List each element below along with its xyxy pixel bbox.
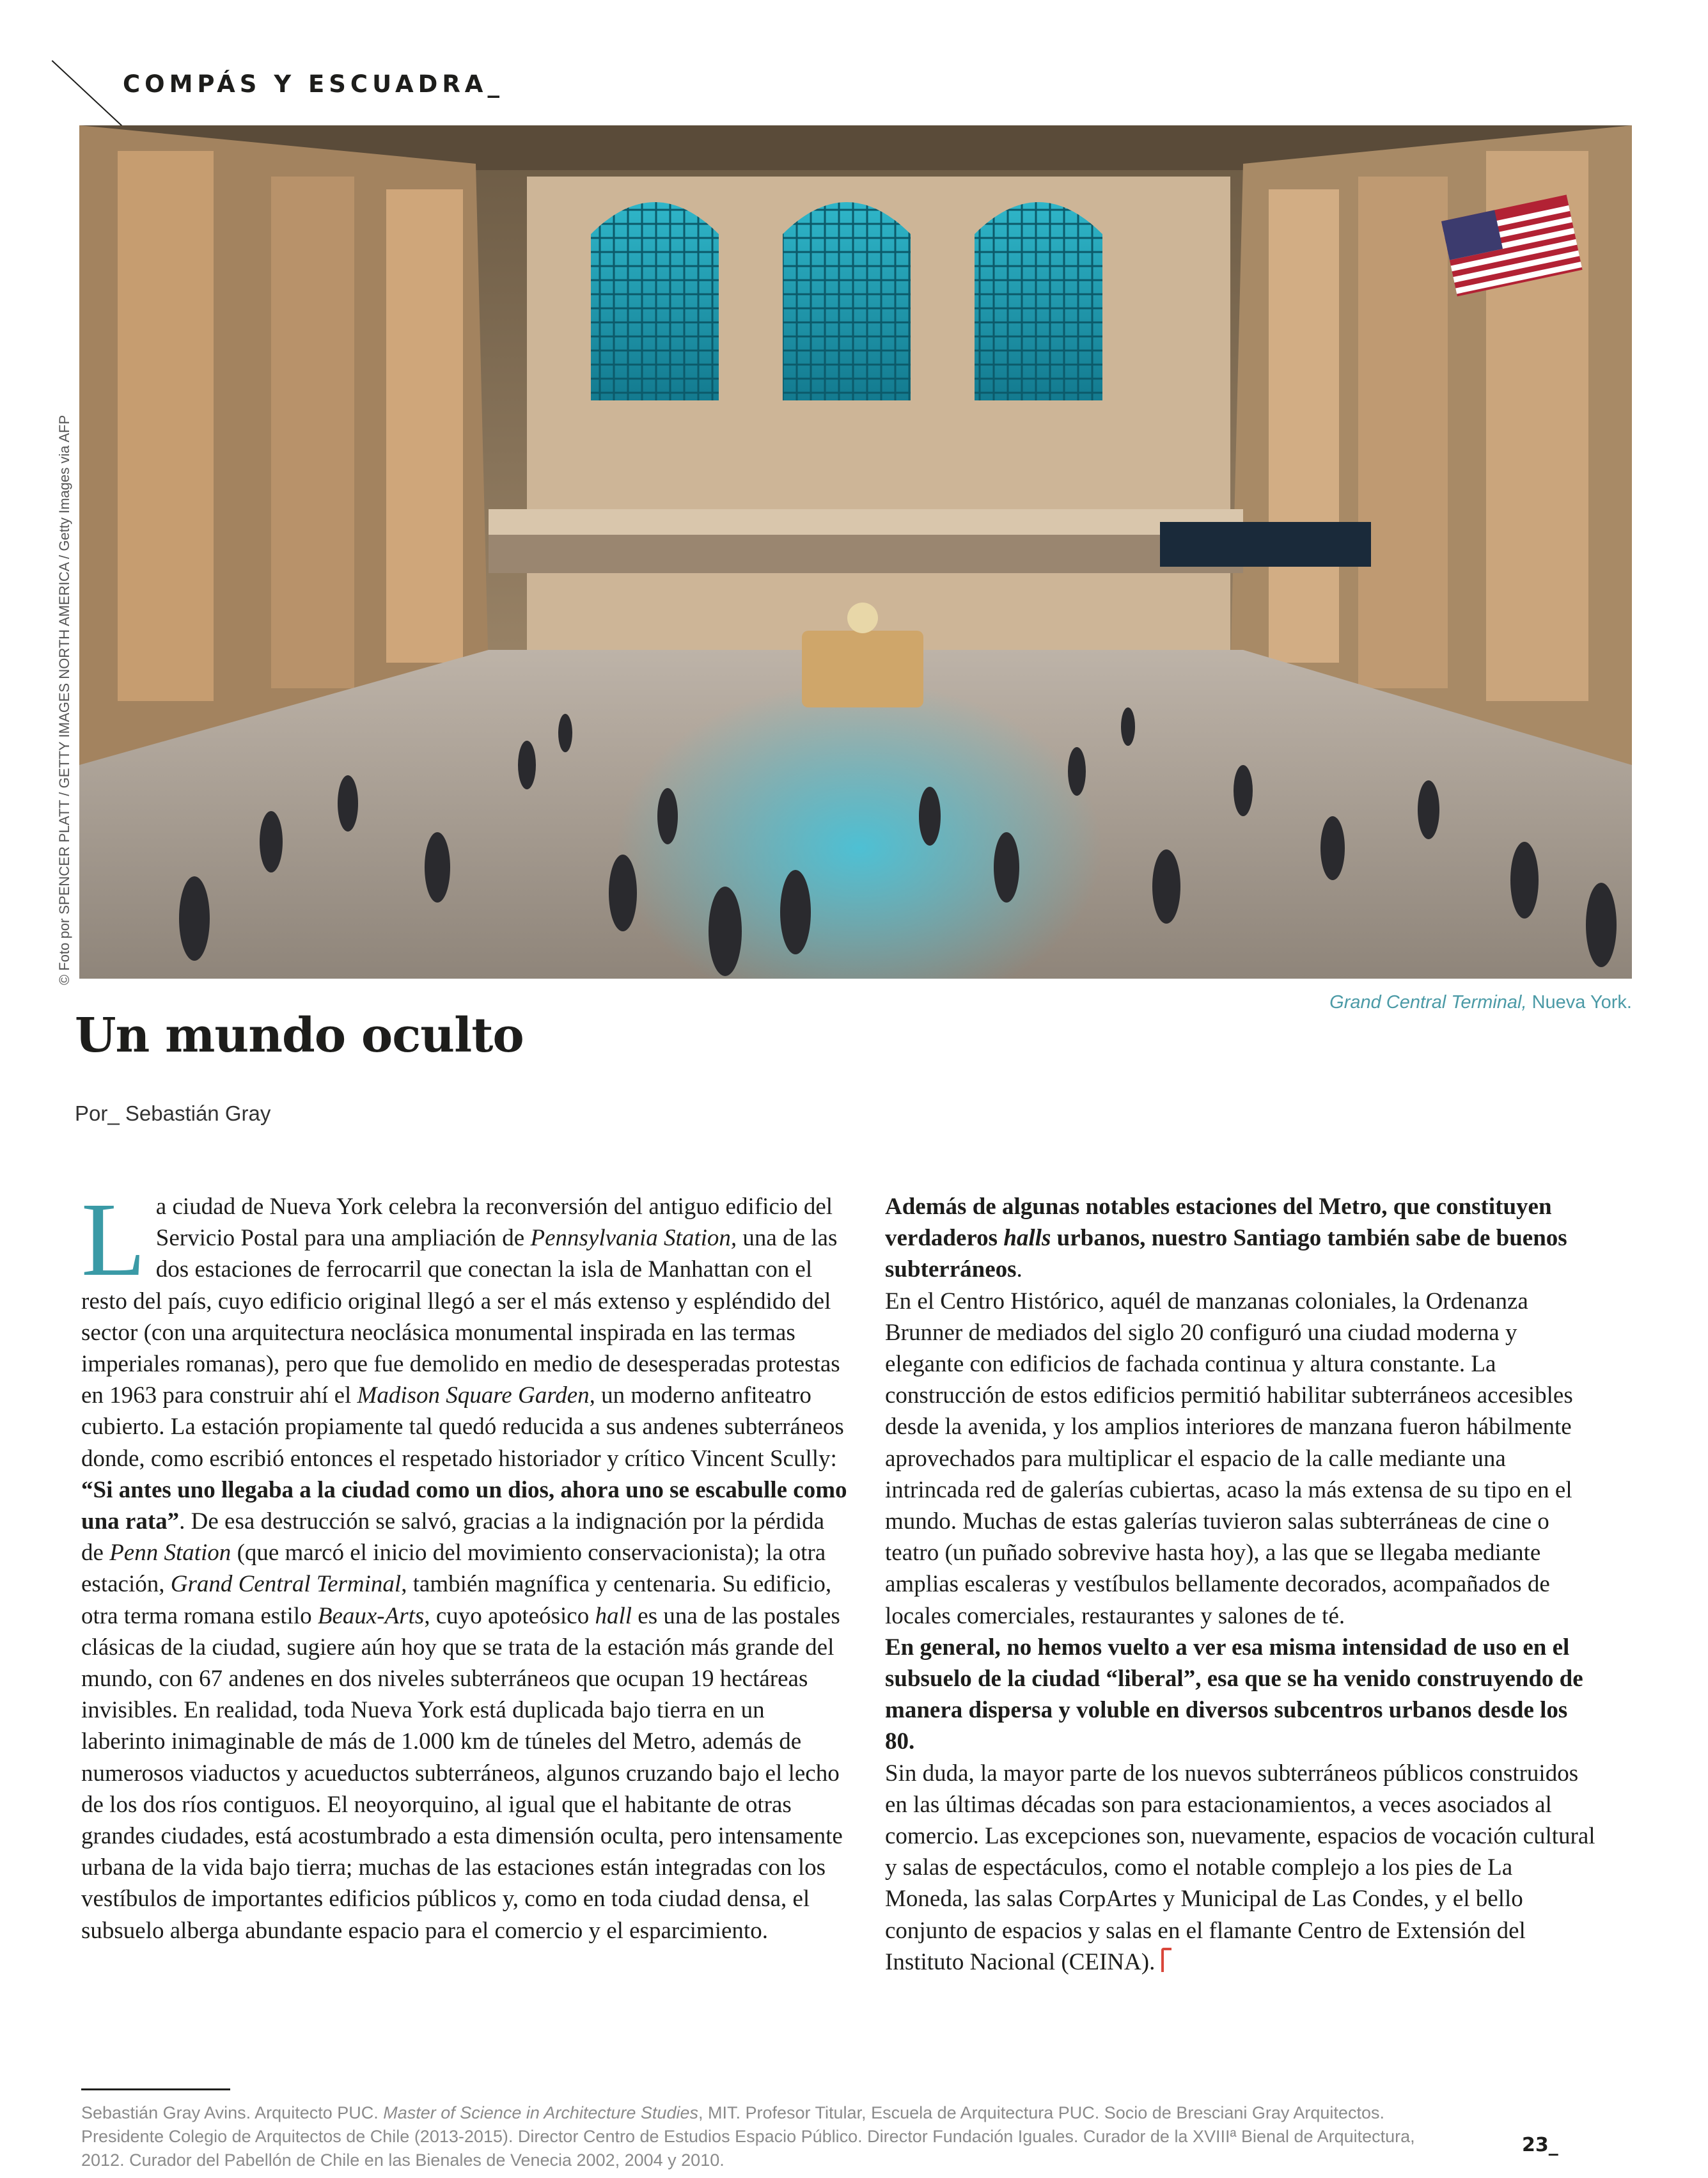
text-run: halls <box>1003 1225 1051 1252</box>
footnote-rule <box>81 2088 230 2090</box>
text-run: Madison Square Garden, <box>357 1382 595 1409</box>
caption-italic: Grand Central Terminal, <box>1329 992 1527 1013</box>
article-title: Un mundo oculto <box>75 1008 524 1063</box>
text-run: , cuyo apoteósico <box>424 1602 595 1629</box>
text-run: “Si antes uno llegaba a la ciudad como un dios, ahora uno se escabulle como una rata” <box>81 1476 847 1535</box>
text-run: es una de las postales clásicas de la ciudad, sugiere aún hoy que se trata de la estación más grande del mundo, con 67 andenes en dos niveles subterráneos que ocupan 19 hectáreas invisibles. En realidad, toda Nueva York está duplicada bajo tierra en un laberinto inimaginable de más de 1.000 km de túneles del Metro, además de numerosos viaductos y acueductos subterráneos, algunos cruzando bajo el lecho de los dos ríos contiguos. El neoyorquino, al igual que el habitante de otras grandes ciudades, está acostumbrado a esta dimensión oculta, pero intensamente urbana de la vida bajo tierra; muchas de las estaciones están integradas con los vestíbulos de importantes edificios públicos y, como en toda ciudad densa, el subsuelo alberga abundante espacio para el comercio y el esparcimiento. <box>81 1602 843 1944</box>
text-run: Grand Central Terminal <box>170 1571 402 1598</box>
text-run: Penn Station <box>109 1540 231 1566</box>
text-run: Beaux-Arts <box>317 1602 425 1629</box>
text-run: a ciudad de Nueva York celebra la reconversión del antiguo edificio del Servicio Postal para una ampliación de <box>155 1194 833 1252</box>
article-column-left <box>81 1181 850 1946</box>
hero-photo <box>79 125 1632 979</box>
text-run: un moderno anfiteatro cubierto. La estación propiamente tal quedó reducida a sus andenes subterráneos donde, como escribió entonces el respetado historiador y crítico Vincent Scully: <box>81 1382 844 1472</box>
photo-credit: © Foto por SPENCER PLATT / GETTY IMAGES NORTH AMERICA / Getty Images via AFP <box>56 414 72 985</box>
body-paragraph <box>885 1758 1599 1978</box>
text-run: En general, no hemos vuelto a ver esa misma intensidad de uso en el subsuelo de la ciudad “liberal”, esa que se ha venido construyendo de manera dispersa y voluble en diversos subcentros urbanos desde los 80. <box>885 1634 1583 1755</box>
text-run: (que marcó el inicio del movimiento conservacionista); la otra estación, <box>81 1540 826 1598</box>
text-run: Pennsylvania Station, <box>530 1225 737 1252</box>
body-paragraph <box>885 1286 1599 1632</box>
text-run: , también magnífica y centenaria. Su edificio, otra terma romana estilo <box>81 1571 832 1629</box>
text-run: una de las dos estaciones de ferrocarril que conectan la isla de Manhattan con el resto del país, cuyo edificio original llegó a ser el más extenso y espléndido del sector (con una arquitectura neoclásica monumental inspirada en las termas imperiales romanas), pero que fue demolido en medio de desesperadas protestas en 1963 para construir ahí el <box>81 1225 840 1409</box>
drop-cap: L <box>81 1181 146 1298</box>
text-run: En el Centro Histórico, aquél de manzanas coloniales, la Ordenanza Brunner de mediados del siglo 20 configuró una ciudad moderna y elegante con edificios de fachada continua y altura constante. La construcción de estos edificios permitió habilitar subterráneos accesibles desde la avenida, y los amplios interiores de manzana fueron hábilmente aprovechados para multiplicar el espacio de la calle mediante una intrincada red de galerías cubiertas, acaso la más extensa de su tipo en el mundo. Muchas de estas galerías tuvieron salas subterráneas de cine o teatro (un puñado sobrevive hasta hoy), a las que se llegaba mediante amplias escaleras y vestíbulos bellamente decorados, acompañados de locales comerciales, restaurantes y salones de té. <box>885 1288 1573 1629</box>
article-column-right <box>885 1191 1599 1978</box>
author-bio-footnote <box>81 2101 1437 2172</box>
text-run: Master of Science in Architecture Studies <box>383 2103 698 2122</box>
photo-caption <box>1329 992 1632 1013</box>
text-run: , MIT. Profesor Titular, Escuela de Arquitectura PUC. Socio de Bresciani Gray Arquitectos. Presidente Colegio de Arquitectos de Chile (2013-2015). Director Centro de Estudios Espacio Público. Director Fundación Iguales. Curador de la XVIIIª Bienal de Arquitectura, 2012. Curador del Pabellón de Chile en las Bienales de Venecia 2002, 2004 y 2010. <box>81 2103 1415 2170</box>
page-number: 23_ <box>1522 2134 1558 2156</box>
section-label: COMPÁS Y ESCUADRA_ <box>123 70 504 98</box>
body-paragraph <box>885 1191 1599 1286</box>
text-run: . De esa destrucción se salvó, gracias a la indignación por la pérdida de <box>81 1508 825 1566</box>
text-run: Sin duda, la mayor parte de los nuevos subterráneos públicos construidos en las últimas décadas son para estacionamientos, a veces asociados al comercio. Las excepciones son, nuevamente, espacios de vocación cultural y salas de espectáculos, como el notable complejo a los pies de La Moneda, las salas CorpArtes y Municipal de Las Condes, y el bello conjunto de espacios y salas en el flamante Centro de Extensión del Instituto Nacional (CEINA). <box>885 1760 1595 1975</box>
end-mark-icon <box>1161 1948 1171 1972</box>
text-run: Además de algunas notables estaciones del Metro, que constituyen verdaderos <box>885 1194 1552 1252</box>
text-run: . <box>1016 1256 1022 1283</box>
body-paragraph <box>81 1181 850 1946</box>
text-run: Sebastián Gray Avins. Arquitecto PUC. <box>81 2103 384 2122</box>
caption-rest: Nueva York. <box>1526 992 1632 1013</box>
body-paragraph <box>885 1632 1599 1758</box>
byline: Por_ Sebastián Gray <box>75 1101 271 1125</box>
text-run: urbanos, nuestro Santiago también sabe de buenos subterráneos <box>885 1225 1567 1283</box>
text-run: hall <box>595 1602 632 1629</box>
